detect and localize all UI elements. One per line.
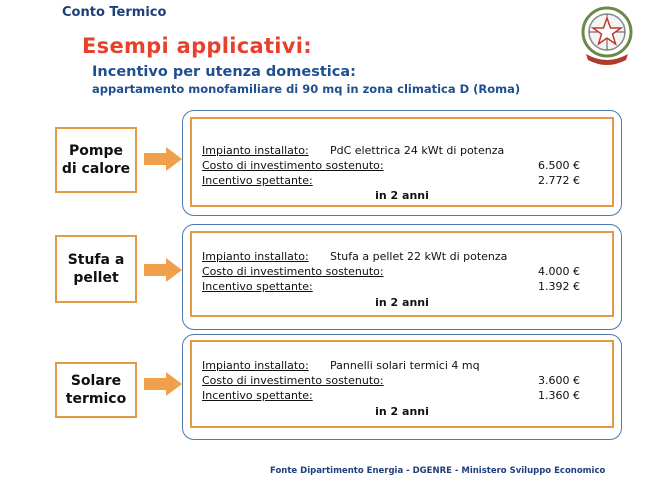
period-text: in 2 anni [375,405,429,418]
incentivo-row [192,173,612,188]
impianto-row [192,143,612,158]
source-footer: Fonte Dipartimento Energia - DGENRE - Ministero Sviluppo Economico [270,466,606,476]
impianto-value-main: Stufa a pellet [330,250,404,263]
incentivo-value: 1.392 € [538,280,580,293]
costo-label: Costo di investimento sostenuto: [202,265,384,278]
incentivo-label: Incentivo spettante: [202,389,313,402]
impianto-value [330,358,480,373]
impianto-value-rest: 24 kWt di potenza [400,144,505,157]
page-subtitle: Incentivo per utenza domestica: [92,64,356,80]
impianto-value-rest: 22 kWt di potenza [403,250,508,263]
arrow-right-icon [144,258,182,282]
incentivo-row [192,279,612,294]
period-row [192,188,612,203]
impianto-label: Impianto installato: [202,359,309,372]
period-text: in 2 anni [375,296,429,309]
category-box-stufa-a-pellet [55,235,137,303]
costo-row [192,158,612,173]
period-row [192,404,612,419]
example-card [190,117,614,207]
costo-row [192,373,612,388]
impianto-row [192,358,612,373]
example-card [190,231,614,317]
costo-value: 4.000 € [538,265,580,278]
incentivo-value: 2.772 € [538,174,580,187]
arrow-right-icon [144,372,182,396]
category-box-pompe-di-calore [55,127,137,193]
page-subtitle-detail: appartamento monofamiliare di 90 mq in zona climatica D (Roma) [92,82,521,96]
costo-label: Costo di investimento sostenuto: [202,159,384,172]
impianto-label: Impianto installato: [202,144,309,157]
arrow-right-icon [144,147,182,171]
category-label: Solare termico [65,373,127,407]
italian-republic-emblem-icon [576,2,638,68]
impianto-value-main: PdC elettrica [330,144,401,157]
incentivo-label: Incentivo spettante: [202,280,313,293]
costo-label: Costo di investimento sostenuto: [202,374,384,387]
impianto-value-rest: Pannelli solari termici 4 mq [330,359,480,372]
costo-row [192,264,612,279]
costo-value: 3.600 € [538,374,580,387]
category-box-solare-termico [55,362,137,418]
incentivo-label: Incentivo spettante: [202,174,313,187]
category-label: Stufa a pellet [67,252,125,286]
example-card [190,340,614,428]
incentivo-value: 1.360 € [538,389,580,402]
impianto-value [330,143,504,158]
impianto-label: Impianto installato: [202,250,309,263]
period-text: in 2 anni [375,189,429,202]
impianto-row [192,249,612,264]
page-title: Esempi applicativi: [82,34,312,58]
impianto-value [330,249,507,264]
category-label: Pompe di calore [61,143,131,177]
costo-value: 6.500 € [538,159,580,172]
period-row [192,295,612,310]
header-label: Conto Termico [62,5,167,20]
incentivo-row [192,388,612,403]
